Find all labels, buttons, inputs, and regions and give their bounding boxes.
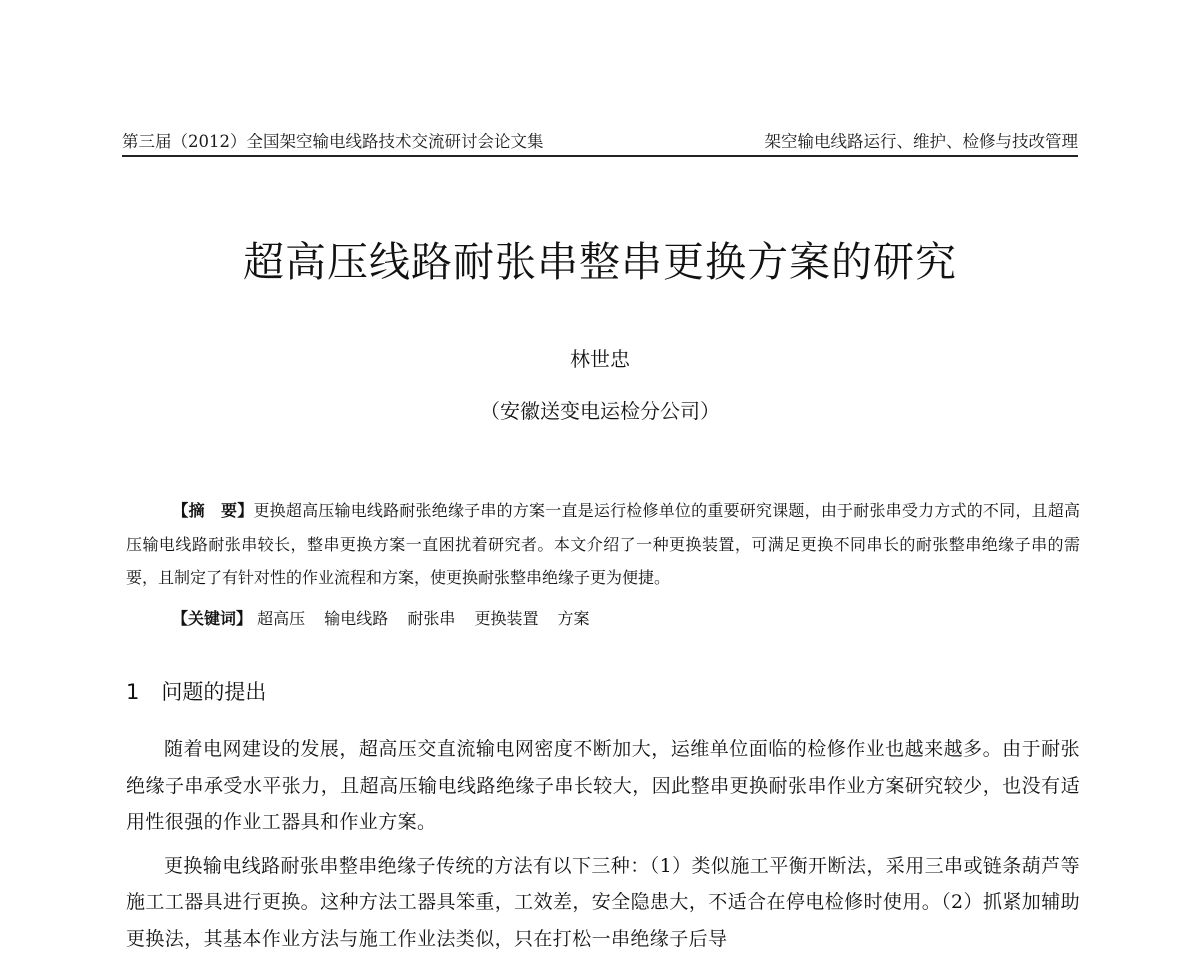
author-name: 林世忠 — [570, 347, 630, 371]
header-section-title: 架空输电线路运行、维护、检修与技改管理 — [764, 132, 1078, 151]
running-header — [122, 128, 1078, 156]
header-rule — [122, 155, 1078, 157]
keywords-label: 【关键词】 — [172, 609, 253, 628]
abstract — [126, 494, 1080, 595]
section-body — [126, 731, 1080, 964]
keyword: 方案 — [557, 609, 590, 628]
abstract-label: 【摘 要】 — [172, 501, 254, 520]
author-affiliation: （安徽送变电运检分公司） — [480, 399, 720, 423]
abstract-text: 更换超高压输电线路耐张绝缘子串的方案一直是运行检修单位的重要研究课题，由于耐张串受力方式的不同，且超高压输电线路耐张串较长，整串更换方案一直困扰着研究者。本文介绍了一种更换装置，可满足更换不同串长的耐张整串绝缘子串的需要，且制定了有针对性的作业流程和方案，使更换耐张整串绝缘子更为便捷。 — [126, 501, 1080, 587]
keywords — [172, 602, 1072, 635]
keyword: 更换装置 — [474, 609, 539, 628]
section-title: 问题的提出 — [161, 680, 267, 704]
keyword: 输电线路 — [324, 609, 389, 628]
body-paragraph: 随着电网建设的发展，超高压交直流输电网密度不断加大，运维单位面临的检修作业也越来越多。由于耐张绝缘子串承受水平张力，且超高压输电线路绝缘子串长较大，因此整串更换耐张串作业方案研究较少，也没有适用性很强的作业工器具和作业方案。 — [126, 738, 1080, 833]
keyword: 耐张串 — [407, 609, 456, 628]
paper-title: 超高压线路耐张串整串更换方案的研究 — [243, 238, 957, 286]
keyword: 超高压 — [257, 609, 306, 628]
header-proceedings-title: 第三届（2012）全国架空输电线路技术交流研讨会论文集 — [122, 132, 544, 151]
section-heading — [126, 676, 266, 708]
section-number: 1 — [126, 680, 140, 704]
body-paragraph: 更换输电线路耐张串整串绝缘子传统的方法有以下三种：（1）类似施工平衡开断法，采用三串或链条葫芦等施工工器具进行更换。这种方法工器具笨重，工效差，安全隐患大，不适合在停电检修时使用。（2）抓紧加辅助更换法，其基本作业方法与施工作业法类似，只在打松一串绝缘子后导 — [126, 854, 1080, 950]
